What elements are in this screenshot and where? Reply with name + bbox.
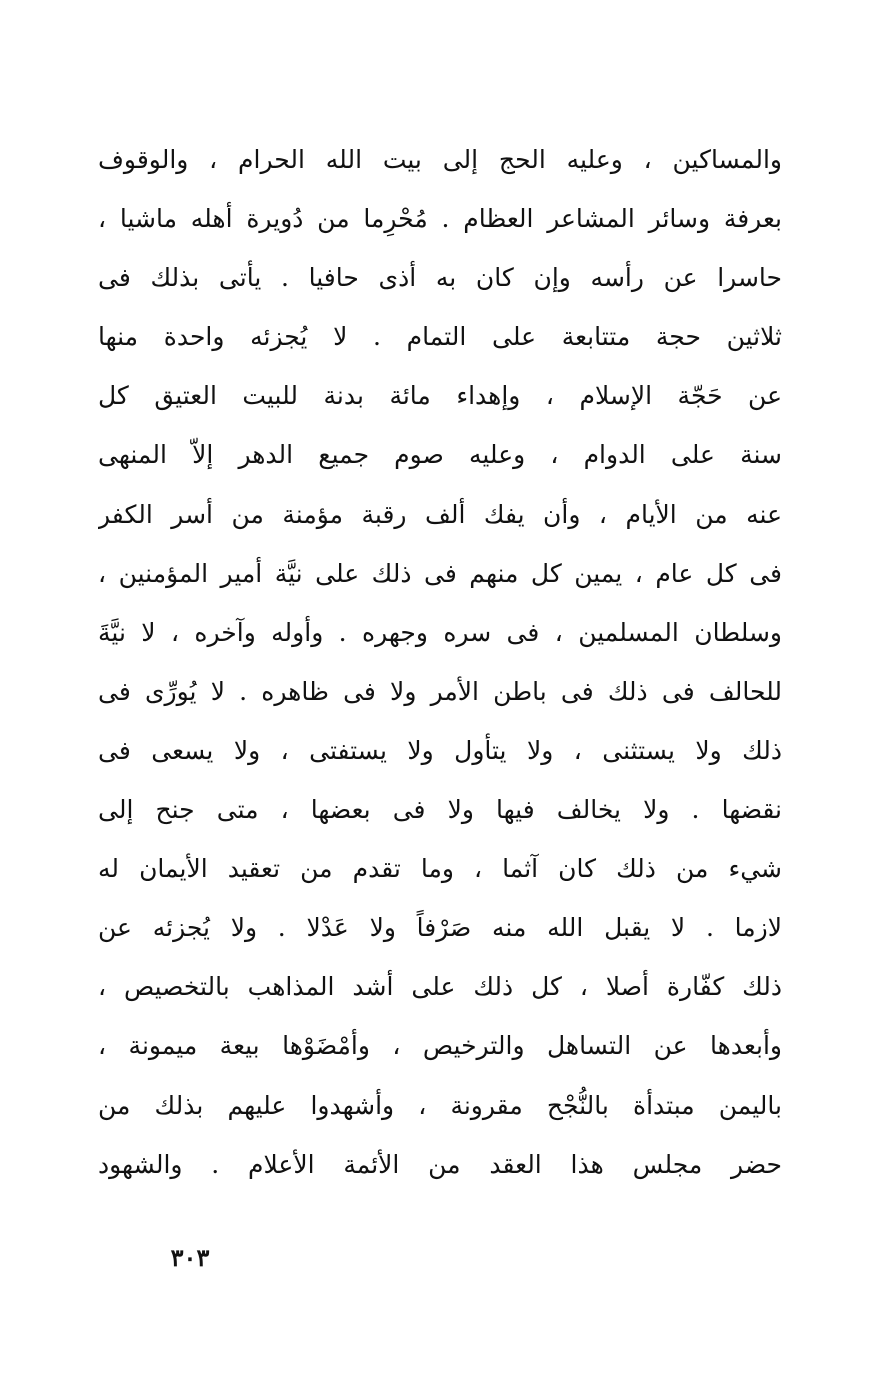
text-line: حضر مجلس هذا العقد من الأئمة الأعلام . والشهود (98, 1149, 782, 1179)
text-line: سنة على الدوام ، وعليه صوم جميع الدهر إلاّ المنهى (98, 440, 782, 470)
text-line: ذلك كفّارة أصلا ، كل ذلك على أشد المذاهب بالتخصيص ، (98, 972, 782, 1002)
text-line: لازما . لا يقبل الله منه صَرْفاً ولا عَدْلا . ولا يُجزئه عن (98, 913, 782, 943)
text-line: للحالف فى ذلك فى باطن الأمر ولا فى ظاهره . لا يُورِّى فى (98, 676, 782, 706)
text-line: حاسرا عن رأسه وإن كان به أذى حافيا . يأتى بذلك فى (98, 263, 782, 293)
text-line: فى كل عام ، يمين كل منهم فى ذلك على نيَّة أمير المؤمنين ، (98, 558, 782, 588)
text-line: شيء من ذلك كان آثما ، وما تقدم من تعقيد الأيمان له (98, 854, 782, 884)
text-line: نقضها . ولا يخالف فيها ولا فى بعضها ، متى جنح إلى (98, 795, 782, 825)
text-line: عن حَجّة الإسلام ، وإهداء مائة بدنة للبيت العتيق كل (98, 381, 782, 411)
text-line: وسلطان المسلمين ، فى سره وجهره . وأوله وآخره ، لا نيَّةَ (98, 617, 782, 647)
text-line: عنه من الأيام ، وأن يفك ألف رقبة مؤمنة من أسر الكفر (98, 499, 782, 529)
page-number: ٣٠٣ (170, 1243, 210, 1272)
text-line: وأبعدها عن التساهل والترخيص ، وأمْضَوْها بيعة ميمونة ، (98, 1031, 782, 1061)
body-text (98, 130, 782, 1194)
text-line: والمساكين ، وعليه الحج إلى بيت الله الحرام ، والوقوف (98, 145, 782, 174)
text-line: بعرفة وسائر المشاعر العظام . مُحْرِما من دُويرة أهله ماشيا ، (98, 204, 782, 234)
text-line: ذلك ولا يستثنى ، ولا يتأول ولا يستفتى ، ولا يسعى فى (98, 735, 782, 765)
text-line: باليمن مبتدأة بالنُّجْح مقرونة ، وأشهدوا عليهم بذلك من (98, 1090, 782, 1120)
text-line: ثلاثين حجة متتابعة على التمام . لا يُجزئه واحدة منها (98, 322, 782, 352)
